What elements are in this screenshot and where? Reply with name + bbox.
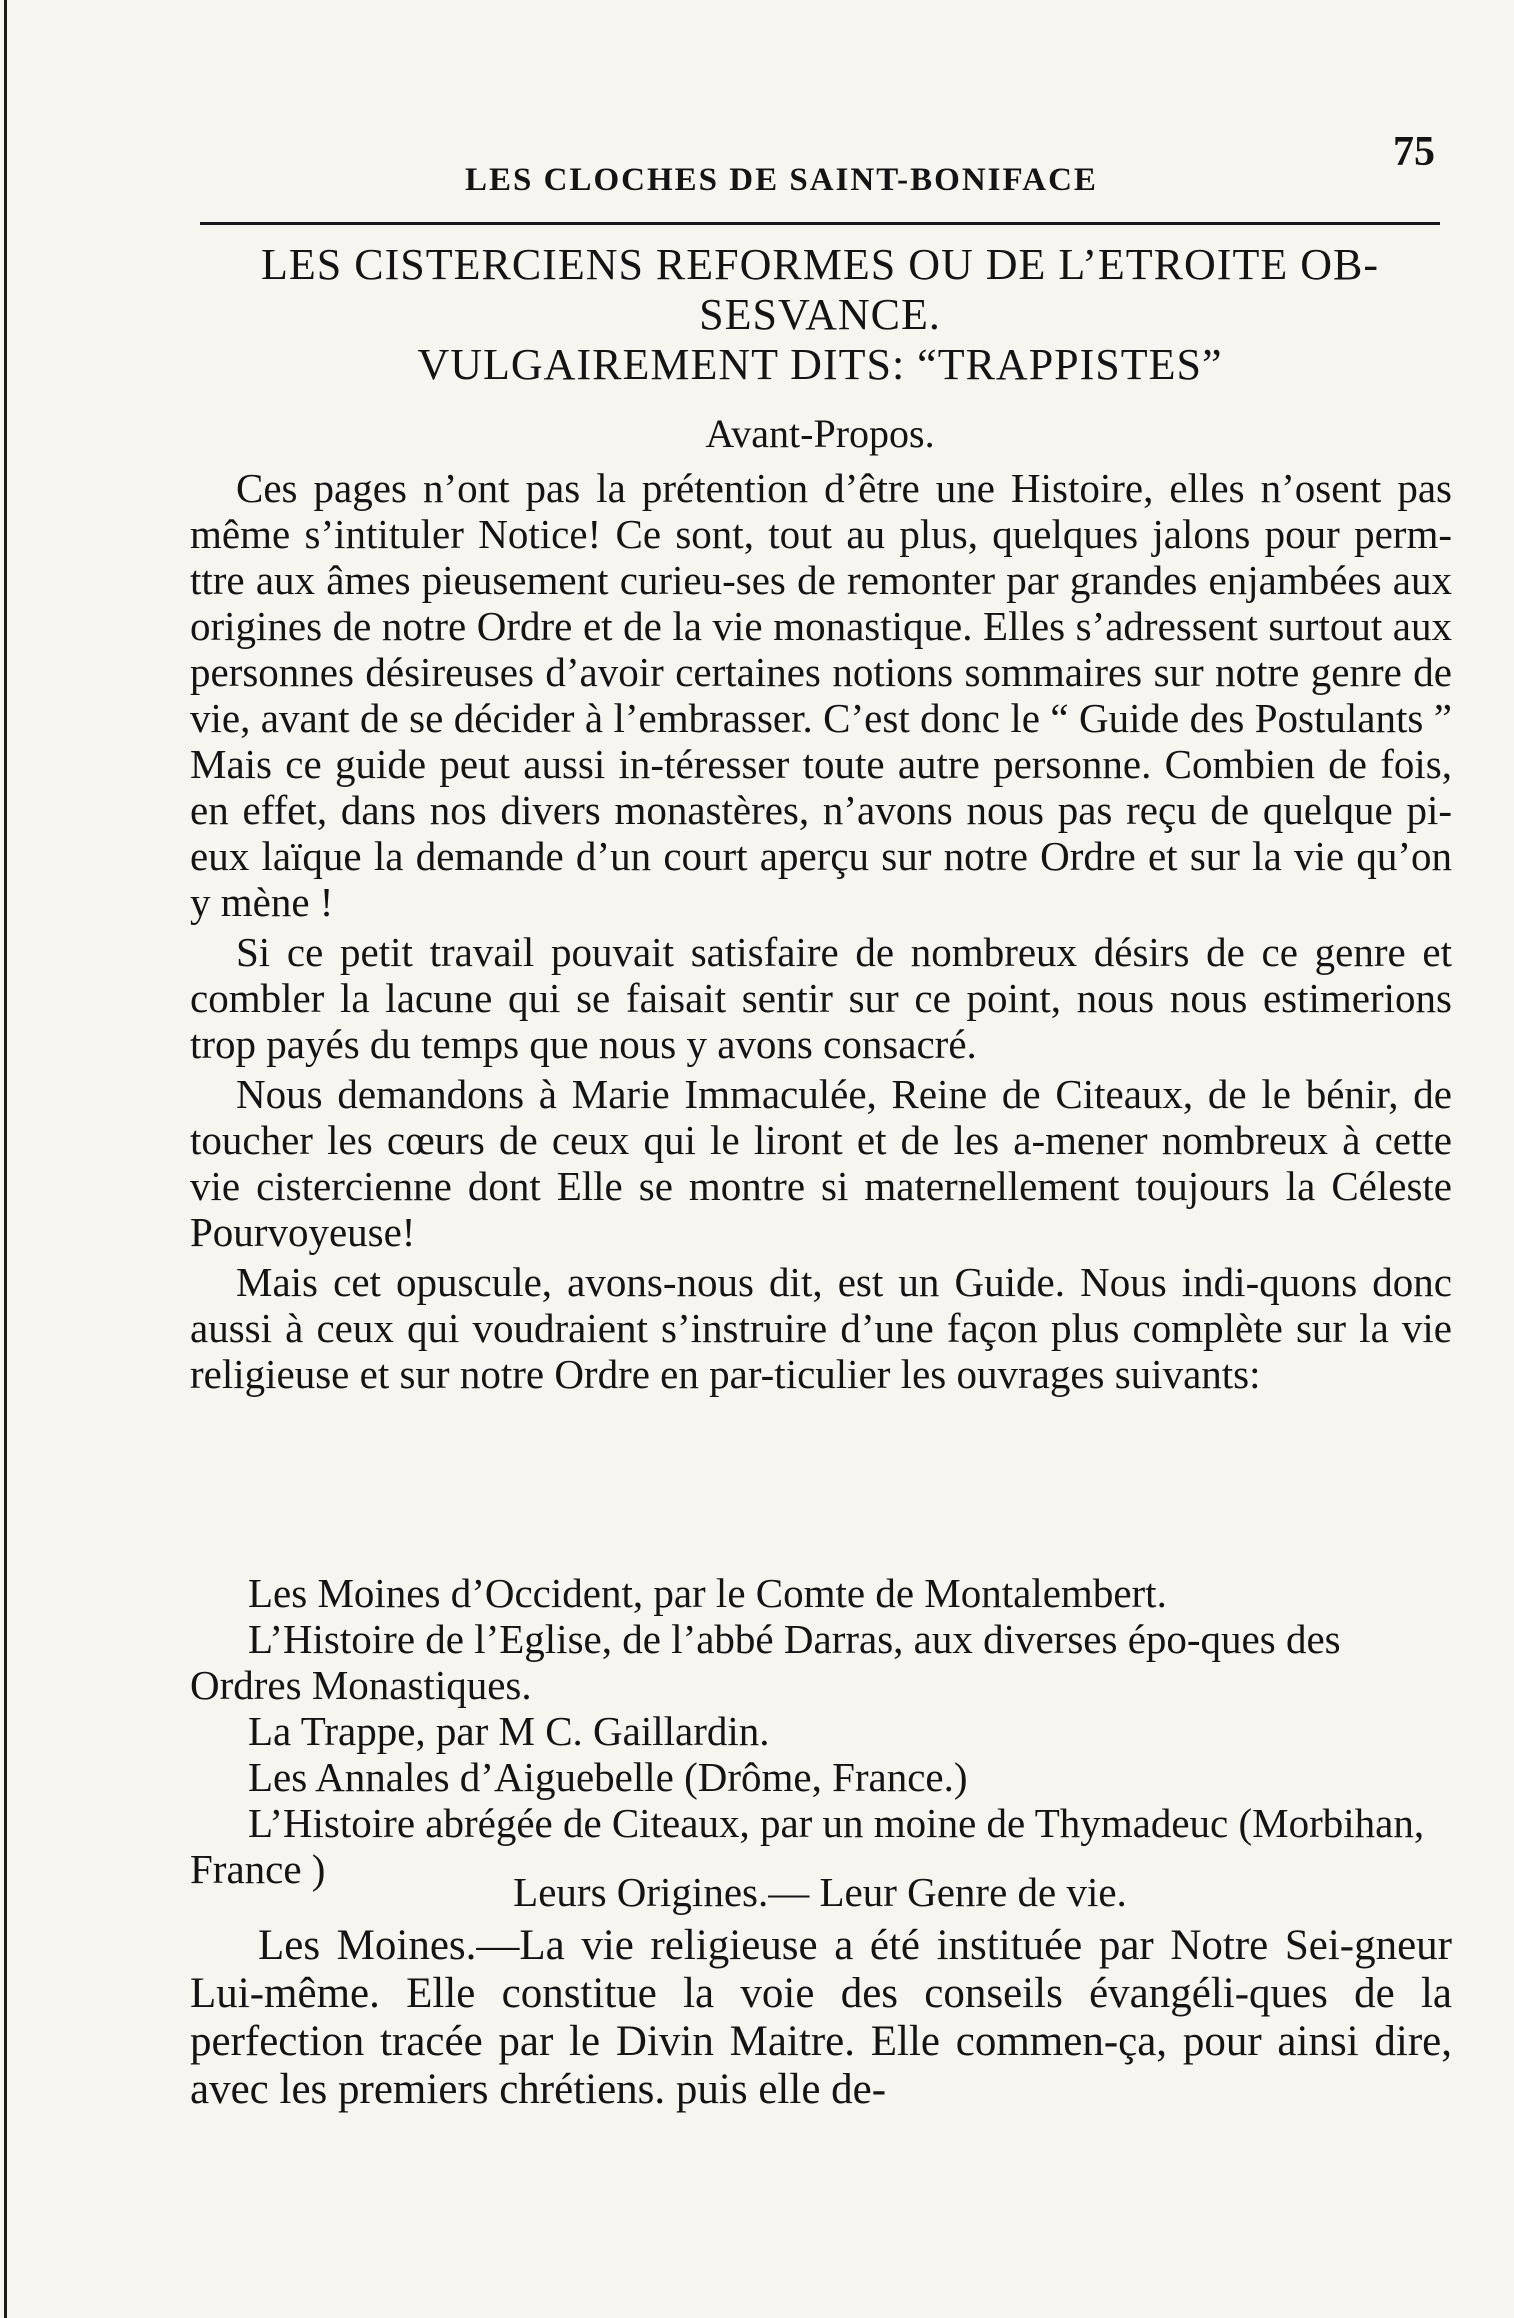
section-title-line-1: LES CISTERCIENS REFORMES OU DE L’ETROITE OB-: [261, 240, 1379, 289]
paragraph-3: Nous demandons à Marie Immaculée, Reine de Citeaux, de le bénir, de toucher les cœurs de ceux qui le liront et de les a-mener nombreux à cette vie cistercienne dont Elle se montre si maternellement toujours la Céleste Pourvoyeuse!: [190, 1071, 1452, 1255]
reference-item: Les Annales d’Aiguebelle (Drôme, France.): [248, 1754, 968, 1800]
paragraph-1: Ces pages n’ont pas la prétention d’être une Histoire, elles n’osent pas même s’intituler Notice! Ce sont, tout au plus, quelques jalons pour perm-ttre aux âmes pieusement curieu-ses de remonter par grandes enjambées aux origines de notre Ordre et de la vie monastique. Elles s’adressent surtout aux personnes désireuses d’avoir certaines notions sommaires sur notre genre de vie, avant de se décider à l’embrasser. C’est donc le “ Guide des Postulants ” Mais ce guide peut aussi in-téresser toute autre personne. Combien de fois, en effet, dans nos divers monastères, n’avons nous pas reçu de quelque pi-eux laïque la demande d’un court aperçu sur notre Ordre et sur la vie qu’on y mène !: [190, 465, 1452, 925]
reference-item: L’Histoire abrégée de Citeaux, par un moine de Thymadeuc (Morbihan, France ): [190, 1800, 1425, 1892]
running-title: LES CLOCHES DE SAINT-BONIFACE: [465, 162, 1098, 198]
foreword-text: [190, 465, 1452, 1401]
reference-list: [190, 1570, 1452, 1892]
reference-item: La Trappe, par M C. Gaillardin.: [248, 1708, 770, 1754]
section-title-line-2: SESVANCE.: [699, 290, 941, 339]
avant-propos-heading: Avant-Propos.: [705, 411, 935, 456]
reference-item: Les Moines d’Occident, par le Comte de Montalembert.: [248, 1570, 1167, 1616]
origins-text: [190, 1922, 1452, 2114]
origins-paragraph: Les Moines.—La vie religieuse a été instituée par Notre Sei-gneur Lui-même. Elle constitue la voie des conseils évangéli-ques de la perfection tracée par le Divin Maitre. Elle commen-ça, pour ainsi dire, avec les premiers chrétiens. puis elle de-: [190, 1922, 1452, 2113]
paragraph-4: Mais cet opuscule, avons-nous dit, est un Guide. Nous indi-quons donc aussi à ceux qui voudraient s’instruire d’une façon plus complète sur la vie religieuse et sur notre Ordre en par-ticulier les ouvrages suivants:: [190, 1259, 1452, 1397]
running-head: [190, 129, 1450, 210]
header-rule: [200, 222, 1440, 225]
binding-edge: [4, 0, 7, 2318]
reference-item: L’Histoire de l’Eglise, de l’abbé Darras, aux diverses épo-ques des Ordres Monastiques.: [190, 1616, 1341, 1708]
section-title-line-3: VULGAIREMENT DITS: “TRAPPISTES”: [417, 340, 1223, 389]
section-title: [185, 240, 1455, 390]
page-number: 75: [1393, 129, 1435, 175]
origins-heading: Leurs Origines.— Leur Genre de vie.: [513, 1869, 1127, 1915]
paragraph-2: Si ce petit travail pouvait satisfaire de nombreux désirs de ce genre et combler la lacune qui se faisait sentir sur ce point, nous nous estimerions trop payés du temps que nous y avons consacré.: [190, 929, 1452, 1067]
